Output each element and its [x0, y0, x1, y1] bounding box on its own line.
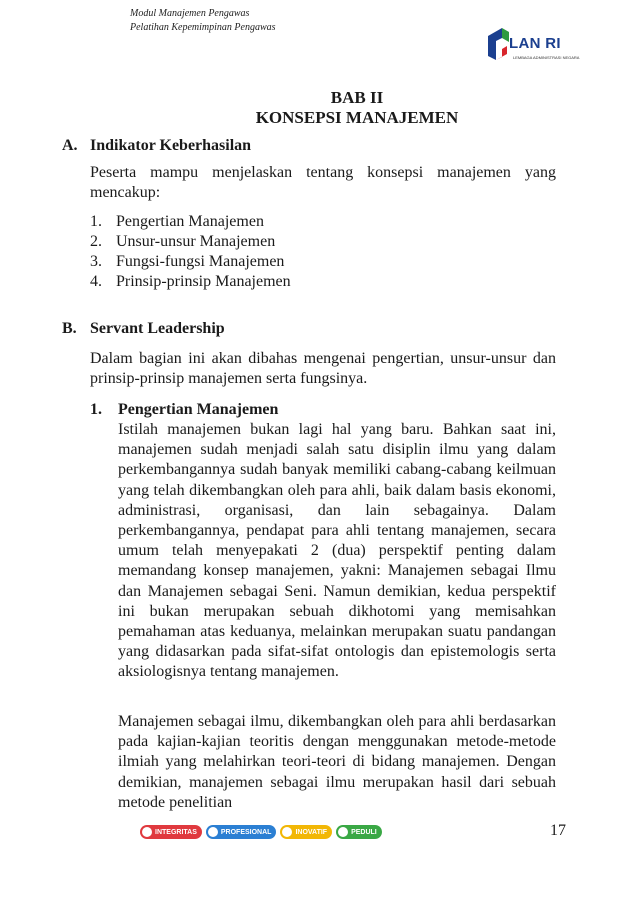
chapter-title: KONSEPSI MANAJEMEN	[255, 108, 459, 127]
chapter-heading	[0, 88, 638, 128]
list-item: 1. Pengertian Manajemen	[90, 213, 264, 230]
page-number: 17	[550, 822, 566, 839]
section-a-title: Indikator Keberhasilan	[90, 137, 252, 154]
handshake-icon	[142, 827, 152, 837]
section-b-title: Servant Leadership	[90, 320, 225, 337]
value-badge-integritas: INTEGRITAS	[140, 825, 202, 839]
lan-ri-logo	[485, 24, 580, 68]
section-b-heading	[0, 320, 638, 340]
header-module-title: Modul Manajemen Pengawas	[130, 8, 250, 19]
header-training-title: Pelatihan Kepemimpinan Pengawas	[130, 22, 276, 33]
subsection-title: Pengertian Manajemen	[118, 401, 279, 418]
indicator-list	[90, 212, 291, 292]
body-paragraph-1: Istilah manajemen bukan lagi hal yang baru. Bahkan saat ini, manajemen sudah menjadi salah satu disiplin ilmu yang dalam perkembangannya sudah banyak memiliki cabang-cabang keilmuan yang telah dikembangkan oleh para ahli, baik dalam basis ekonomi, administrasi, organisasi, dan lain sebagainya. Dalam perkembangannya, pendapat para ahli tentang manajemen, secara umum telah menyepakati 2 (dua) perspektif penting dalam memandang konsep manajemen, yakni: Manajemen sebagai Ilmu dan Manajemen sebagai Seni. Namun demikian, kedua perspektif ini bukan merupakan sebuah dikhotomi yang memisahkan pemahaman atas keduanya, melainkan merupakan suatu pandangan yang didasarkan pada sifat-sifat ontologis dan epistemologis serta aksiologisnya tentang manajemen.	[118, 421, 556, 681]
core-values-bar	[140, 822, 396, 842]
body-paragraph-2: Manajemen sebagai ilmu, dikembangkan oleh para ahli berdasarkan pada kajian-kajian teoritis dengan menggunakan metode-metode ilmiah yang melahirkan teori-teori di bidang manajemen. Dengan demikian, manajemen sebagai ilmu merupakan hasil dari sebuah metode penelitian	[118, 713, 556, 811]
section-a-intro: Peserta mampu menjelaskan tentang konsepsi manajemen yang mencakup:	[90, 164, 556, 201]
subsection-number: 1.	[90, 401, 102, 418]
list-item: 4. Prinsip-prinsip Manajemen	[90, 273, 291, 290]
section-b-intro: Dalam bagian ini akan dibahas mengenai pengertian, unsur-unsur dan prinsip-prinsip manajemen serta fungsinya.	[90, 350, 556, 387]
section-a-heading	[0, 137, 638, 157]
lightbulb-icon	[282, 827, 292, 837]
section-b-letter: B.	[62, 320, 77, 337]
value-badge-peduli: PEDULI	[336, 825, 382, 839]
subsection-heading	[0, 400, 638, 420]
value-badge-profesional: PROFESIONAL	[206, 825, 277, 839]
section-a-letter: A.	[62, 137, 78, 154]
logo-tagline: LEMBAGA ADMINISTRASI NEGARA	[513, 55, 580, 60]
heart-hand-icon	[338, 827, 348, 837]
list-item: 2. Unsur-unsur Manajemen	[90, 233, 276, 250]
value-badge-inovatif: INOVATIF	[280, 825, 332, 839]
list-item: 3. Fungsi-fungsi Manajemen	[90, 253, 285, 270]
running-header	[130, 7, 276, 35]
logo-brand-text: LAN RI	[509, 35, 561, 52]
person-icon	[208, 827, 218, 837]
chapter-number: BAB II	[330, 88, 384, 107]
